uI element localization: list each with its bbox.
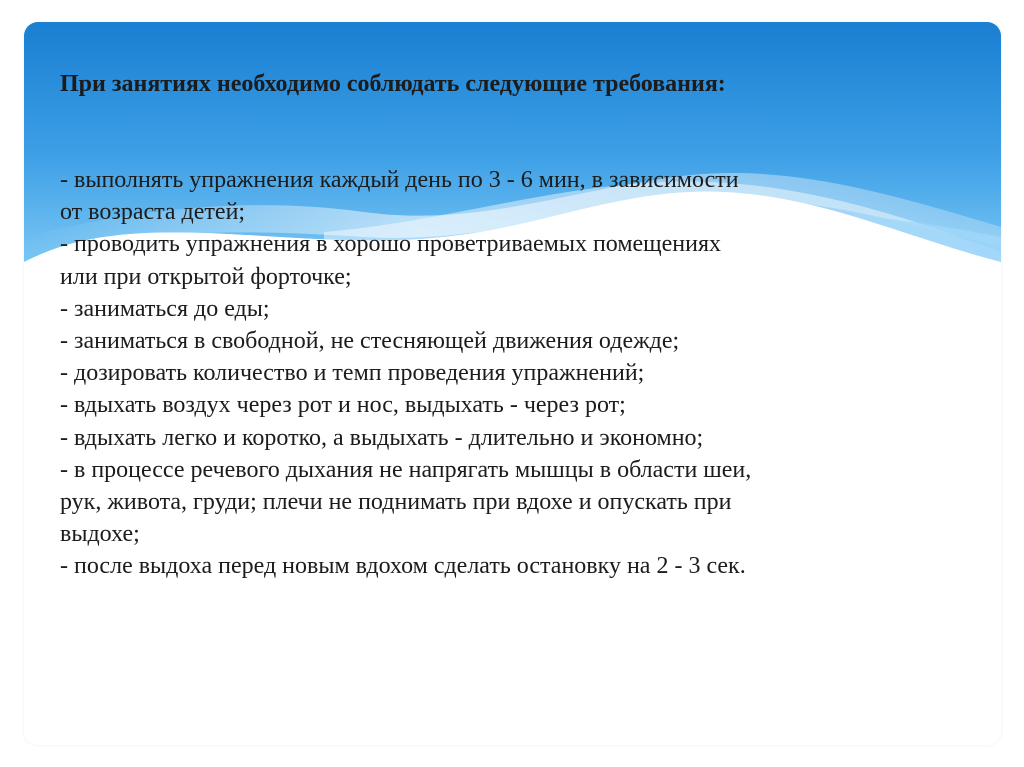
requirements-list [60,164,980,583]
slide-panel [24,22,1001,745]
requirement-line: - выполнять упражнения каждый день по 3 - 6 мин, в зависимости [60,167,739,193]
requirement-line: - в процессе речевого дыхания не напрягать мышцы в области шеи, [60,456,752,483]
slide-content [60,68,980,583]
requirement-line: - проводить упражнения в хорошо проветриваемых помещениях [60,231,722,258]
requirement-line: или при открытой форточке; [60,263,352,290]
requirement-line: - заниматься в свободной, не стесняющей движения одежде; [60,328,680,355]
slide-heading: При занятиях необходимо соблюдать следующие требования: [60,71,726,97]
requirement-line: - дозировать количество и темп проведения упражнений; [60,360,645,387]
requirement-line: - вдыхать воздух через рот и нос, выдыхать - через рот; [60,392,626,419]
requirement-line: - вдыхать легко и коротко, а выдыхать - длительно и экономно; [60,424,704,451]
requirement-line: от возраста детей; [60,199,246,226]
requirement-line: рук, живота, груди; плечи не поднимать при вдохе и опускать при [60,489,732,516]
requirement-line: - заниматься до еды; [60,295,270,322]
requirement-line: - после выдоха перед новым вдохом сделать остановку на 2 - 3 сек. [60,553,746,580]
requirement-line: выдохе; [60,521,140,548]
